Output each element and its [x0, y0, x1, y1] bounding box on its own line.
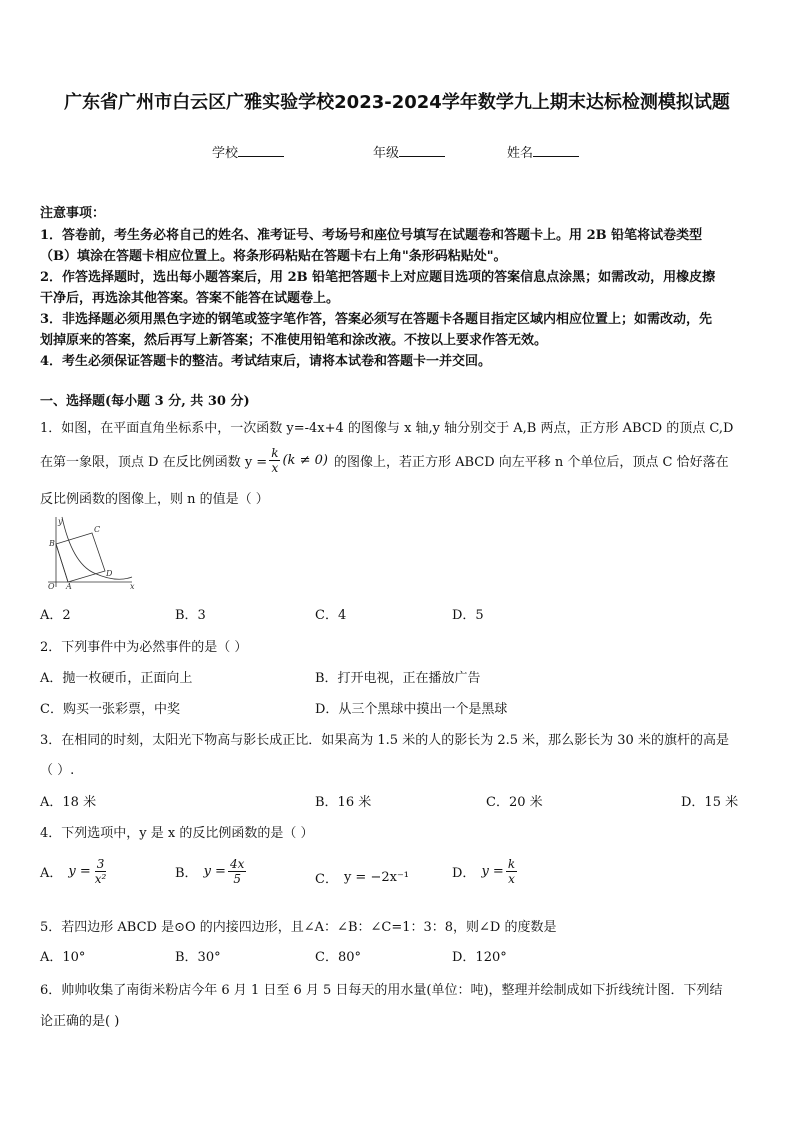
- q4-option-c[interactable]: [315, 868, 409, 887]
- q1-option-d[interactable]: D．5: [452, 608, 484, 623]
- school-label: 学校: [212, 146, 239, 161]
- q1-line1: 1．如图，在平面直角坐标系中，一次函数 y=-4x+4 的图像与 x 轴,y 轴分别交于 A,B 两点，正方形 ABCD 的顶点 C,D: [40, 421, 734, 436]
- q1-fraction: [269, 446, 280, 475]
- q5-option-a[interactable]: A．10°: [40, 950, 86, 965]
- q1-option-b[interactable]: B．3: [175, 608, 206, 623]
- q1-line2-start: 在第一象限，顶点 D 在反比例函数 y =: [40, 455, 268, 470]
- q4-a-num: 3: [96, 857, 105, 871]
- q2-option-c[interactable]: C．购买一张彩票，中奖: [40, 702, 180, 717]
- notes-line: 3．非选择题必须用黑色字迹的钢笔或签字笔作答，答案必须写在答题卡各题目指定区域内相应位置上；如需改动，先: [40, 312, 713, 327]
- q2-stem: 2．下列事件中为必然事件的是（ ）: [40, 640, 248, 655]
- label-o: O: [48, 582, 55, 590]
- line-ab: [56, 544, 68, 582]
- q4-option-d-label: D．: [452, 866, 476, 881]
- q3-line2: （ ）.: [40, 763, 75, 778]
- label-x: x: [130, 582, 135, 590]
- q4-d-num: k: [507, 857, 516, 871]
- q4-option-c-label: C．: [315, 872, 338, 887]
- q5-stem: 5．若四边形 ABCD 是⊙O 的内接四边形，且∠A：∠B：∠C=1：3：8，则∠D 的度数是: [40, 920, 557, 935]
- section-heading: 一、选择题(每小题 3 分, 共 30 分): [40, 394, 250, 409]
- q1-option-c[interactable]: C．4: [315, 608, 347, 623]
- school-blank: [238, 144, 284, 157]
- q4-d-den: x: [508, 872, 515, 886]
- q4-option-d[interactable]: [452, 857, 519, 886]
- q5-option-c[interactable]: C．80°: [315, 950, 361, 965]
- q6-line1: 6．帅帅收集了南街米粉店今年 6 月 1 日至 6 月 5 日每天的用水量(单位：吨)，整理并绘制成如下折线统计图．下列结: [40, 983, 723, 998]
- notes-line: 划掉原来的答案，然后再写上新答案；不准使用铅笔和涂改液。不按以上要求作答无效。: [40, 333, 548, 348]
- q1-frac-num: k: [271, 446, 279, 460]
- grade-field: [373, 142, 445, 161]
- q4-option-b[interactable]: [175, 857, 248, 886]
- q2-option-b[interactable]: B．打开电视，正在播放广告: [315, 671, 481, 686]
- q6-line2: 论正确的是( ): [40, 1014, 120, 1029]
- notes-heading: 注意事项：: [40, 206, 106, 221]
- q4-c-expression: y = −2x⁻¹: [343, 870, 410, 885]
- q1-option-a[interactable]: A．2: [40, 608, 71, 623]
- q3-option-d[interactable]: D．15 米: [681, 795, 739, 810]
- q3-line1: 3．在相同的时刻，太阳光下物高与影长成正比．如果高为 1.5 米的人的影长为 2.5 米，那么影长为 30 米的旗杆的高是: [40, 733, 729, 748]
- notes-line: 4．考生必须保证答题卡的整洁。考试结束后，请将本试卷和答题卡一并交回。: [40, 354, 492, 369]
- grade-blank: [399, 144, 445, 157]
- q2-option-d[interactable]: D．从三个黑球中摸出一个是黑球: [315, 702, 508, 717]
- q3-option-a[interactable]: A．18 米: [40, 795, 97, 810]
- notes-line: （B）填涂在答题卡相应位置上。将条形码粘贴在答题卡右上角"条形码粘贴处"。: [40, 249, 507, 264]
- label-a: A: [66, 582, 72, 590]
- name-blank: [533, 144, 579, 157]
- q3-option-c[interactable]: C．20 米: [486, 795, 543, 810]
- q4-a-fraction: [93, 857, 109, 886]
- notes-line: 干净后，再选涂其他答案。答案不能答在试题卷上。: [40, 291, 340, 306]
- label-b: B: [49, 539, 55, 548]
- school-field: [212, 142, 284, 161]
- q4-option-b-label: B．: [175, 866, 198, 881]
- grade-label: 年级: [373, 146, 400, 161]
- q4-a-lhs: y =: [68, 864, 91, 879]
- q1-line2: [40, 446, 729, 475]
- q4-b-num: 4x: [229, 857, 245, 871]
- page-title: 广东省广州市白云区广雅实验学校2023-2024学年数学九上期末达标检测模拟试题: [64, 92, 730, 113]
- q4-b-den: 5: [233, 872, 241, 886]
- q4-option-a-label: A．: [40, 866, 63, 881]
- q4-stem: 4．下列选项中，y 是 x 的反比例函数的是（ ）: [40, 826, 314, 841]
- notes-line: 2．作答选择题时，选出每小题答案后，用 2B 铅笔把答题卡上对应题目选项的答案信息点涂黑；如需改动，用橡皮擦: [40, 270, 716, 285]
- q1-condition: (k ≠ 0): [282, 453, 328, 468]
- name-field: [507, 142, 579, 161]
- label-c: C: [94, 525, 101, 534]
- q1-figure: [44, 515, 136, 590]
- q5-option-b[interactable]: B．30°: [175, 950, 221, 965]
- q1-line2-end: 的图像上，若正方形 ABCD 向左平移 n 个单位后，顶点 C 恰好落在: [333, 455, 729, 470]
- label-d: D: [106, 569, 113, 578]
- name-label: 姓名: [507, 146, 534, 161]
- q4-a-den: x²: [94, 872, 107, 886]
- q4-b-fraction: [228, 857, 246, 886]
- q1-frac-den: x: [271, 461, 279, 475]
- q3-option-b[interactable]: B．16 米: [315, 795, 372, 810]
- q1-line3: 反比例函数的图像上，则 n 的值是（ ）: [40, 492, 269, 507]
- q4-option-a[interactable]: [40, 857, 110, 886]
- q2-option-a[interactable]: A．抛一枚硬币，正面向上: [40, 671, 193, 686]
- q4-b-lhs: y =: [203, 864, 226, 879]
- q4-d-fraction: [506, 857, 517, 886]
- q5-option-d[interactable]: D．120°: [452, 950, 507, 965]
- q4-d-lhs: y =: [481, 864, 504, 879]
- notes-line: 1．答卷前，考生务必将自己的姓名、准考证号、考场号和座位号填写在试题卷和答题卡上。用 2B 铅笔将试卷类型: [40, 228, 703, 243]
- label-y: y: [58, 517, 63, 526]
